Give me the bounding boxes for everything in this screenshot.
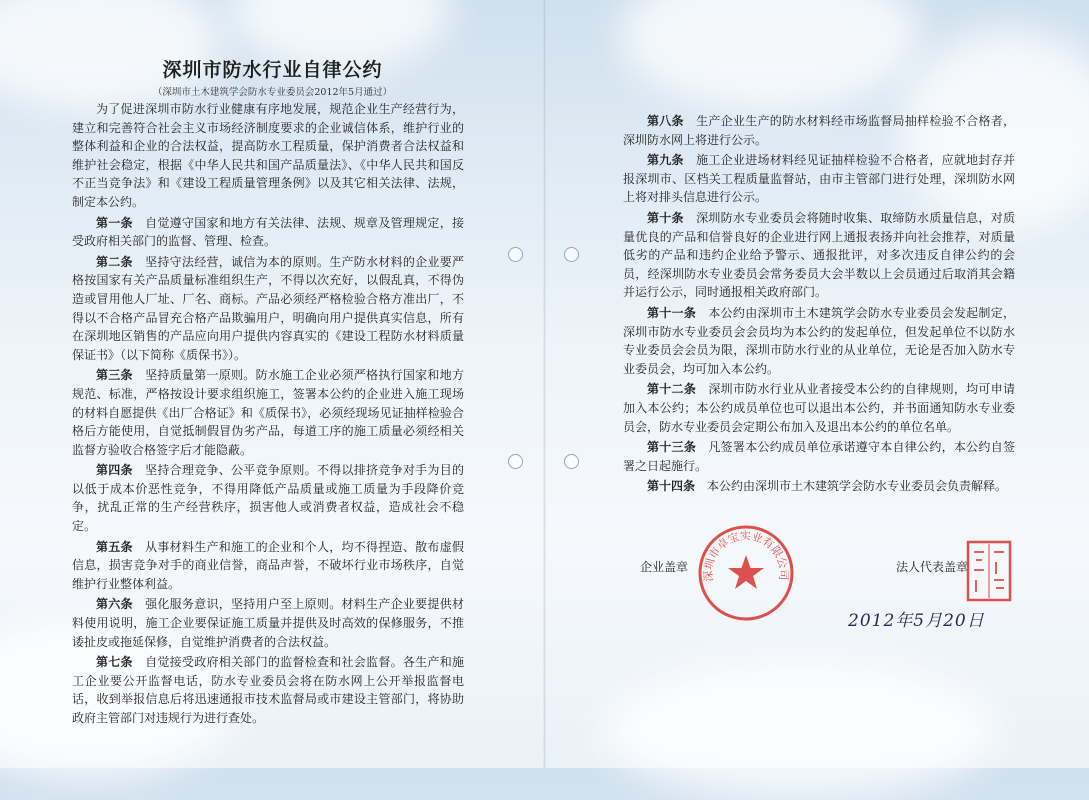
article-paragraph <box>623 438 1015 475</box>
article-text: 深圳防水专业委员会将随时收集、取缔防水质量信息，对质量优良的产品和信誉良好的企业进行网上通报表扬并向社会推荐，对质量低劣的产品和违约企业给予警示、通报批评，对多次违反自律公约的会员，经深圳防水专业委员会常务委员大会半数以上会员通过后取消其会籍并运行公示，同时通报相关政府部门。 <box>623 210 1015 300</box>
legal-rep-seal-label: 法人代表盖章 <box>896 560 969 574</box>
article-text: 本公约由深圳市土木建筑学会防水专业委员会负责解释。 <box>707 479 1008 494</box>
article-number: 第二条 <box>96 254 146 269</box>
article-paragraph <box>72 653 464 727</box>
article-text: 自觉接受政府相关部门的监督检查和社会监督。各生产和施工企业要公开监督电话，防水专业委员会将在防水网上公开举报监督电话，收到举报信息后将迅速通报市技术监督局或市建设主管部门，将协助政府主管部门对违规行为进行查处。 <box>72 655 464 725</box>
left-body-text <box>72 100 464 730</box>
article-number: 第九条 <box>647 153 697 168</box>
legal-rep-seal-stamp <box>966 540 1012 602</box>
article-text: 自觉遵守国家和地方有关法律、法规、规章及管理规定，接受政府相关部门的监督、管理、检查。 <box>72 215 464 249</box>
article-number: 第七条 <box>96 655 146 670</box>
article-text: 本公约由深圳市土木建筑学会防水专业委员会发起制定，深圳市防水专业委员会会员均为本公约的发起单位，但发起单位不以防水专业委员会会员为限，深圳市防水行业的从业单位，无论是否加入防水专业委员会，均可加入本公约。 <box>623 305 1015 376</box>
article-text: 凡签署本公约成员单位承诺遵守本自律公约，本公约自签署之日起施行。 <box>623 440 1015 473</box>
article-number: 第八条 <box>647 114 697 128</box>
article-number: 第十四条 <box>647 479 708 494</box>
article-text: 为了促进深圳市防水行业健康有序地发展，规范企业生产经营行为，建立和完善符合社会主义市场经济制度要求的企业诚信体系，维护行业的整体利益和企业的合法权益，提高防水工程质量，保护消费者合法权益和维护社会稳定，根据《中华人民共和国产品质量法》、《中华人民共和国反不正当竞争法》和《建设工程质量管理条例》以及其它相关法律、法规，制定本公约。 <box>72 102 464 209</box>
handwritten-date: 2012年5月20日 <box>848 611 985 631</box>
article-paragraph <box>623 151 1015 207</box>
article-paragraph <box>623 477 1015 496</box>
article-paragraph <box>72 100 464 212</box>
punch-hole <box>564 247 579 262</box>
company-seal-stamp <box>696 523 796 623</box>
punch-hole <box>508 454 523 469</box>
article-text: 坚持质量第一原则。防水施工企业必须严格执行国家和地方规范、标准，严格按设计要求组织施工，签署本公约的企业进入施工现场的材料自愿提供《出厂合格证》和《质保书》，必须经现场见证抽样检验合格后方能使用，自觉抵制假冒伪劣产品，每道工序的施工质量必须经相关监督方验收合格签字后才能隐蔽。 <box>72 368 464 457</box>
page-right <box>545 0 1089 768</box>
article-number: 第一条 <box>96 215 146 230</box>
article-number: 第六条 <box>96 597 146 612</box>
document-title: 深圳市防水行业自律公约 <box>162 59 383 81</box>
svg-text:深圳市卓宝实业有限公司: 深圳市卓宝实业有限公司 <box>701 529 791 583</box>
article-text: 强化服务意识，坚持用户至上原则。材料生产企业要提供材料使用说明，施工企业要保证施工质量并提供及时高效的保修服务，不推诿扯皮或拖延保修，自觉维护消费者的合法权益。 <box>72 597 464 649</box>
article-paragraph <box>623 209 1015 302</box>
article-number: 第十一条 <box>647 305 709 320</box>
page-left <box>0 0 545 768</box>
article-paragraph <box>72 366 464 459</box>
article-text: 深圳市防水行业从业者接受本公约的自律规则，均可申请加入本公约；本公约成员单位也可以退出本公约，并书面通知防水专业委员会，防水专业委员会定期公布加入及退出本公约的单位名单。 <box>623 382 1015 434</box>
punch-hole <box>508 247 523 262</box>
company-seal-label: 企业盖章 <box>640 560 689 574</box>
article-paragraph <box>623 112 1015 149</box>
article-number: 第十三条 <box>647 440 709 455</box>
article-paragraph <box>72 461 464 535</box>
article-number: 第十二条 <box>647 382 709 397</box>
article-paragraph <box>72 214 464 251</box>
article-number: 第三条 <box>96 368 146 383</box>
article-paragraph <box>623 380 1015 436</box>
article-text: 从事材料生产和施工的企业和个人，均不得捏造、散布虚假信息，损害竞争对手的商业信誉，商品声誉，不破坏行业市场秩序，自觉维护行业整体利益。 <box>72 539 464 591</box>
article-number: 第四条 <box>96 463 146 478</box>
right-body-text <box>623 112 1015 498</box>
article-paragraph <box>72 538 464 594</box>
article-text: 施工企业进场材料经见证抽样检验不合格者，应就地封存并报深圳市、区档关工程质量监督站，由市主管部门进行处理，深圳防水网上将对排头信息进行公示。 <box>623 153 1015 205</box>
article-number: 第五条 <box>96 539 146 554</box>
article-paragraph <box>72 253 464 365</box>
article-text: 坚持合理竞争、公平竞争原则。不得以排挤竞争对手为目的以低于成本价恶性竞争，不得用降低产品质量或施工质量为手段降价竞争，扰乱正常的生产经营秩序，损害他人或消费者权益，造成社会不稳定。 <box>72 463 464 534</box>
document-subtitle: （深圳市土木建筑学会防水专业委员会2012年5月通过） <box>152 87 393 98</box>
article-paragraph <box>623 304 1015 378</box>
article-text: 坚持守法经营，诚信为本的原则。生产防水材料的企业要严格按国家有关产品质量标准组织生产，不得以次充好，以假乱真，不得伪造或冒用他人厂址、厂名、商标。产品必须经严格检验合格方准出厂，不得以不合格产品冒充合格产品欺骗用户，明确向用户提供真实信息，所有在深圳地区销售的产品应向用户提供内容真实的《建设工程防水材料质量保证书》（以下简称《质保书》）。 <box>72 254 464 362</box>
article-text: 生产企业生产的防水材料经市场监督局抽样检验不合格者，深圳防水网上将进行公示。 <box>623 114 1015 147</box>
punch-hole <box>564 454 579 469</box>
article-number: 第十条 <box>647 210 697 225</box>
article-paragraph <box>72 595 464 651</box>
